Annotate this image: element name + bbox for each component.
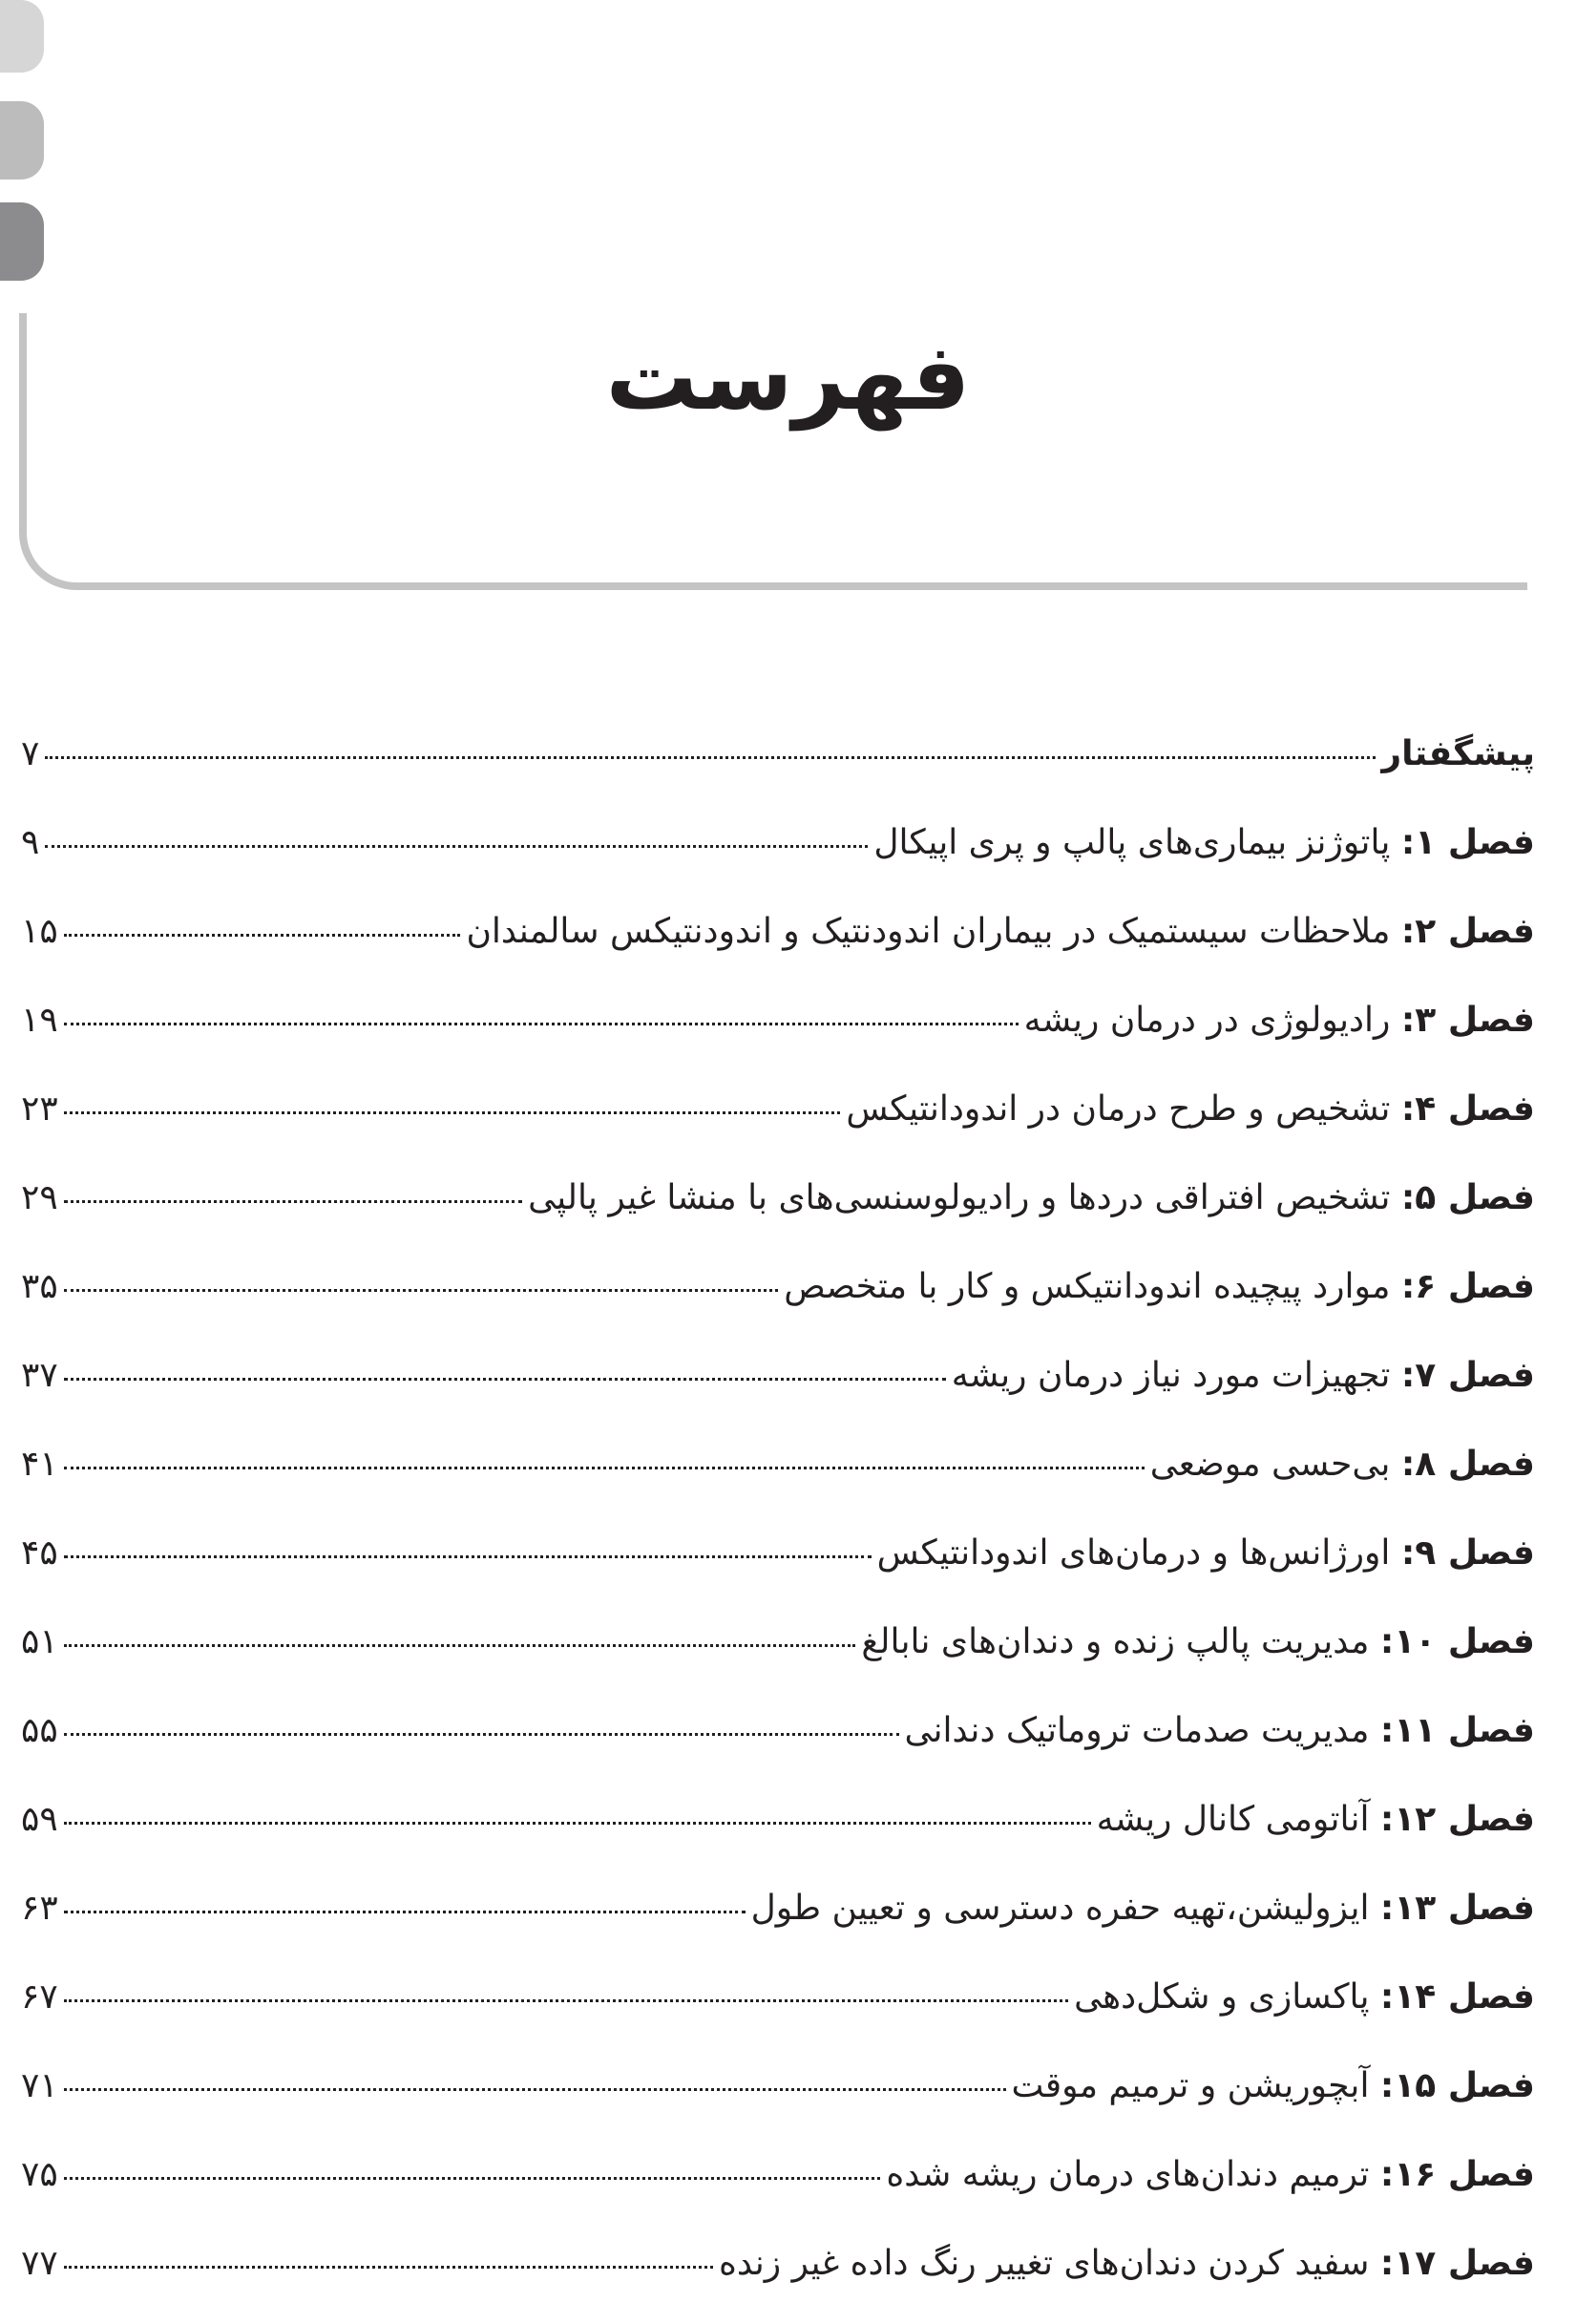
chapter-label: پیشگفتار: [1381, 734, 1535, 773]
chapter-label: فصل ۱۳:: [1379, 1889, 1535, 1928]
chapter-title: پاتوژنز بیماری‌های پالپ و پری اپیکال: [873, 823, 1391, 862]
toc-entry-title: [886, 2146, 1535, 2204]
dot-leader: [64, 1111, 841, 1114]
dot-leader: [45, 756, 1376, 759]
page-number: ۳۵: [21, 1267, 58, 1306]
dot-leader: [64, 1644, 856, 1647]
chapter-label: فصل ۲:: [1400, 912, 1535, 951]
page-number: ۷۷: [21, 2244, 58, 2283]
page-number: ۴۵: [21, 1533, 58, 1573]
chapter-label: فصل ۱۴:: [1379, 1977, 1535, 2017]
chapter-label: فصل ۱۶:: [1379, 2155, 1535, 2194]
chapter-title: تشخیص افتراقی دردها و رادیولوسنسی‌های با منشا غیر پالپی: [528, 1178, 1391, 1217]
toc-entry[interactable]: [21, 1081, 1535, 1170]
dot-leader: [64, 1289, 779, 1292]
toc-entry[interactable]: [21, 1347, 1535, 1436]
section-tab-3: [0, 202, 44, 281]
chapter-title: ملاحظات سیستمیک در بیماران اندودنتیک و اندودنتیکس سالمندان: [466, 912, 1391, 951]
toc-entry[interactable]: [21, 1436, 1535, 1525]
page-number: ۷: [21, 734, 40, 773]
chapter-title: آناتومی کانال ریشه: [1096, 1800, 1370, 1839]
toc-entry-title: [905, 1702, 1536, 1760]
toc-entry[interactable]: [21, 1614, 1535, 1702]
toc-entry[interactable]: [21, 726, 1535, 814]
toc-entry[interactable]: [21, 903, 1535, 992]
chapter-title: سفید کردن دندان‌های تغییر رنگ داده غیر زنده: [719, 2244, 1370, 2283]
toc-entry[interactable]: [21, 1880, 1535, 1969]
chapter-label: فصل ۷:: [1400, 1356, 1535, 1395]
chapter-title: مدیریت صدمات تروماتیک دندانی: [904, 1711, 1370, 1750]
toc-entry[interactable]: [21, 814, 1535, 903]
dot-leader: [64, 1555, 872, 1558]
toc-entry[interactable]: [21, 2235, 1535, 2324]
toc-entry[interactable]: [21, 1258, 1535, 1347]
chapter-title: تشخیص و طرح درمان در اندودانتیکس: [846, 1089, 1391, 1129]
toc-entry-title: [784, 1258, 1535, 1316]
chapter-title: موارد پیچیده اندودانتیکس و کار با متخصص: [784, 1267, 1391, 1306]
chapter-title: رادیولوژی در درمان ریشه: [1023, 1001, 1391, 1040]
chapter-label: فصل ۱۵:: [1379, 2066, 1535, 2105]
page-number: ۲۳: [21, 1089, 58, 1129]
dot-leader: [64, 1822, 1091, 1825]
chapter-label: فصل ۶:: [1400, 1267, 1535, 1306]
page-number: ۹: [21, 823, 40, 862]
toc-entry-title: [861, 1614, 1535, 1671]
chapter-label: فصل ۵:: [1400, 1178, 1535, 1217]
dot-leader: [64, 1378, 946, 1381]
page-number: ۵۹: [21, 1800, 58, 1839]
chapter-label: فصل ۱:: [1400, 823, 1535, 862]
chapter-label: فصل ۳:: [1400, 1001, 1535, 1040]
page-number: ۶۳: [21, 1889, 58, 1928]
dot-leader: [64, 1200, 522, 1203]
chapter-title: پاکسازی و شکل‌دهی: [1074, 1977, 1370, 2017]
chapter-title: بی‌حسی موضعی: [1149, 1445, 1391, 1484]
page-number: ۵۵: [21, 1711, 58, 1750]
page-title: فهرست: [605, 324, 971, 431]
chapter-title: آبچوریشن و ترمیم موقت: [1011, 2066, 1370, 2105]
toc-entry-title: [877, 1525, 1535, 1582]
chapter-title: اورژانس‌ها و درمان‌های اندودانتیکس: [876, 1533, 1391, 1573]
dot-leader: [64, 2266, 713, 2269]
dot-leader: [64, 2177, 881, 2180]
toc-entry-title: [719, 2235, 1535, 2292]
page-number: ۶۷: [21, 1977, 58, 2017]
toc-entry-title: [1097, 1791, 1535, 1849]
dot-leader: [45, 845, 868, 848]
toc-entry-title: [528, 1170, 1535, 1227]
dot-leader: [64, 1467, 1145, 1469]
dot-leader: [64, 1733, 899, 1736]
toc-entry-title: [1012, 2058, 1535, 2115]
chapter-label: فصل ۱۰:: [1379, 1622, 1535, 1661]
toc-entry[interactable]: [21, 1170, 1535, 1258]
dot-leader: [64, 934, 461, 937]
page-number: ۷۵: [21, 2155, 58, 2194]
page-number: ۷۱: [21, 2066, 58, 2105]
dot-leader: [64, 1023, 1019, 1025]
toc-entry-title: [1024, 992, 1535, 1049]
dot-leader: [64, 1911, 746, 1913]
chapter-title: مدیریت پالپ زنده و دندان‌های نابالغ: [861, 1622, 1370, 1661]
chapter-title: تجهیزات مورد نیاز درمان ریشه: [951, 1356, 1391, 1395]
chapter-title: ایزولیشن،تهیه حفره دسترسی و تعیین طول: [750, 1889, 1370, 1928]
page-number: ۲۹: [21, 1178, 58, 1217]
toc-entry-title: [751, 1880, 1535, 1937]
toc-entry-title: [1150, 1436, 1535, 1493]
toc-entry-title: [873, 814, 1535, 872]
dot-leader: [64, 1999, 1068, 2002]
chapter-label: فصل ۴:: [1400, 1089, 1535, 1129]
page-number: ۳۷: [21, 1356, 58, 1395]
chapter-label: فصل ۹:: [1400, 1533, 1535, 1573]
toc-entry[interactable]: [21, 1969, 1535, 2058]
toc-entry-title: [1381, 726, 1535, 783]
dot-leader: [64, 2088, 1006, 2091]
page-number: ۴۱: [21, 1445, 58, 1484]
page-number: ۱۵: [21, 912, 58, 951]
toc-entry[interactable]: [21, 992, 1535, 1081]
toc-entry[interactable]: [21, 1525, 1535, 1614]
toc-entry[interactable]: [21, 1791, 1535, 1880]
toc-entry-title: [466, 903, 1535, 961]
page-number: ۱۹: [21, 1001, 58, 1040]
toc-entry-title: [846, 1081, 1535, 1138]
chapter-label: فصل ۱۲:: [1379, 1800, 1535, 1839]
page-number: ۵۱: [21, 1622, 58, 1661]
chapter-label: فصل ۱۷:: [1379, 2244, 1535, 2283]
chapter-label: فصل ۱۱:: [1379, 1711, 1535, 1750]
section-tab-2: [0, 101, 44, 180]
section-tab-1: [0, 0, 44, 73]
toc-entry[interactable]: [21, 2146, 1535, 2235]
table-of-contents: [21, 726, 1535, 2324]
chapter-label: فصل ۸:: [1400, 1445, 1535, 1484]
toc-entry-title: [1074, 1969, 1535, 2026]
toc-entry-title: [952, 1347, 1535, 1405]
toc-entry[interactable]: [21, 2058, 1535, 2146]
chapter-title: ترمیم دندان‌های درمان ریشه شده: [886, 2155, 1370, 2194]
toc-entry[interactable]: [21, 1702, 1535, 1791]
